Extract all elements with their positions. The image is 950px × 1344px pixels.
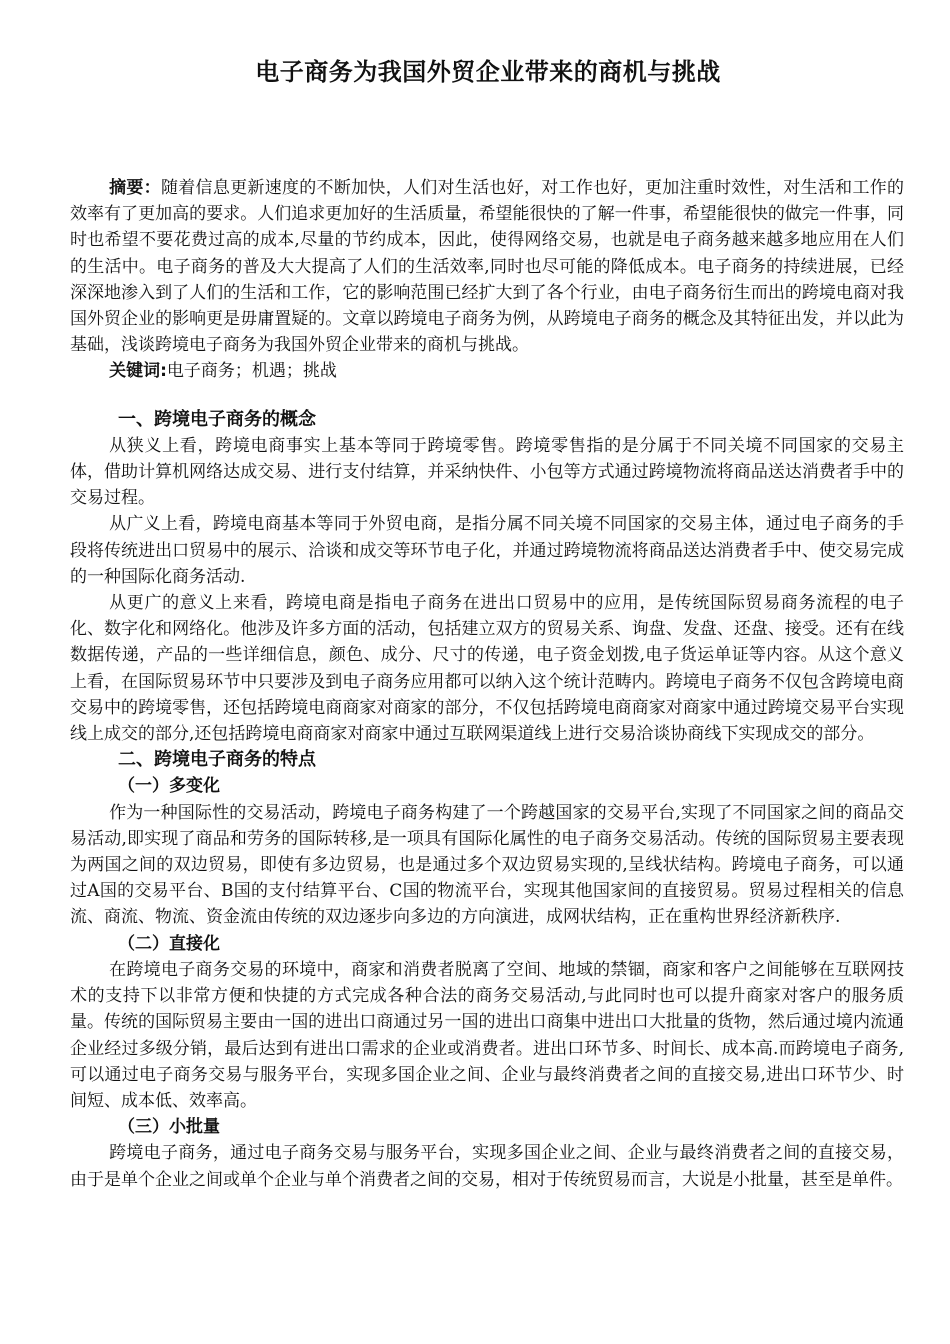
keywords-text: 电子商务；机遇；挑战 [166, 361, 337, 382]
concept-paragraph-1: 从狭义上看，跨境电商事实上基本等同于跨境零售。跨境零售指的是分属于不同关境不同国家的交易主体，借助计算机网络达成交易、进行支付结算，并采纳快件、小包等方式通过跨境物流将商品送达消费者手中的交易过程。 [70, 435, 904, 509]
concept-paragraph-2: 从广义上看，跨境电商基本等同于外贸电商，是指分属不同关境不同国家的交易主体，通过电子商务的手段将传统进出口贸易中的展示、洽谈和成交等环节电子化，并通过跨境物流将商品送达消费者手中、使交易完成的一种国际化商务活动. [70, 514, 904, 587]
concept-paragraph-3: 从更广的意义上来看，跨境电商是指电子商务在进出口贸易中的应用，是传统国际贸易商务流程的电子化、数字化和网络化。他涉及许多方面的活动，包括建立双方的贸易关系、询盘、发盘、还盘、接受。还有在线数据传递，产品的一些详细信息，颜色、成分、尺寸的传递，电子资金划拨,电子货运单证等内容。从这个意义上看，在国际贸易环节中只要涉及到电子商务应用都可以纳入这个统计范畴内。跨境电子商务不仅包含跨境电商交易中的跨境零售，还包括跨境电商商家对商家的部分，不仅包括跨境电商商家对商家中通过跨境交易平台实现线上成交的部分,还包括跨境电商商家对商家中通过互联网渠道线上进行交易洽谈协商线下实现成交的部分。 [70, 593, 904, 745]
subsection-heading-direct: （二）直接化 [118, 933, 220, 954]
subsection-heading-small-batch: （三）小批量 [118, 1117, 220, 1138]
direct-paragraph: 在跨境电子商务交易的环境中，商家和消费者脱离了空间、地域的禁锢，商家和客户之间能够在互联网技术的支持下以非常方便和快捷的方式完成各种合法的商务交易活动,与此同时也可以提升商家对客户的服务质量。传统的国际贸易主要由一国的进出口商通过另一国的进出口商集中进出口大批量的货物，然后通过境内流通企业经过多级分销，最后达到有进出口需求的企业或消费者。进出口环节多、时间长、成本高.而跨境电子商务,可以通过电子商务交易与服务平台，实现多国企业之间、企业与最终消费者之间的直接交易,进出口环节少、时间短、成本低、效率高。 [70, 959, 904, 1111]
abstract-label: 摘要： [109, 178, 161, 198]
small-batch-paragraph: 跨境电子商务，通过电子商务交易与服务平台，实现多国企业之间、企业与最终消费者之间的直接交易，由于是单个企业之间或单个企业与单个消费者之间的交易，相对于传统贸易而言，大说是小批量，甚至是单件。 [70, 1143, 904, 1190]
document-body [70, 175, 904, 1193]
abstract-paragraph [70, 175, 904, 358]
section-heading-features: 二、跨境电子商务的特点 [118, 749, 316, 771]
document-title: 电子商务为我国外贸企业带来的商机与挑战 [255, 58, 721, 86]
variation-paragraph: 作为一种国际性的交易活动，跨境电子商务构建了一个跨越国家的交易平台,实现了不同国家之间的商品交易活动,即实现了商品和劳务的国际转移,是一项具有国际化属性的电子商务交易活动。传统的国际贸易主要表现为两国之间的双边贸易，即使有多边贸易，也是通过多个双边贸易实现的,呈线状结构。跨境电子商务，可以通过A国的交易平台、B国的支付结算平台、C国的物流平台，实现其他国家间的直接贸易。贸易过程相关的信息流、商流、物流、资金流由传统的双边逐步向多边的方向演进，成网状结构，正在重构世界经济新秩序. [70, 802, 904, 928]
keywords-paragraph [70, 358, 904, 384]
section-heading-concept: 一、跨境电子商务的概念 [118, 408, 316, 430]
abstract-text: 随着信息更新速度的不断加快，人们对生活也好，对工作也好，更加注重时效性，对生活和工作的效率有了更加高的要求。人们追求更加好的生活质量，希望能很快的了解一件事，希望能很快的做完一件事，同时也希望不要花费过高的成本,尽量的节约成本，因此，使得网络交易，也就是电子商务越来越多地应用在人们的生活中。电子商务的普及大大提高了人们的生活效率,同时也尽可能的降低成本。电子商务的持续进展，已经深深地渗入到了人们的生活和工作，它的影响范围已经扩大到了各个行业，由电子商务衍生而出的跨境电商对我国外贸企业的影响更是毋庸置疑的。文章以跨境电子商务为例，从跨境电子商务的概念及其特征出发，并以此为基础，浅谈跨境电子商务为我国外贸企业带来的商机与挑战。 [70, 178, 905, 356]
subsection-heading-variation: （一）多变化 [118, 776, 220, 797]
keywords-label: 关键词: [109, 361, 167, 382]
